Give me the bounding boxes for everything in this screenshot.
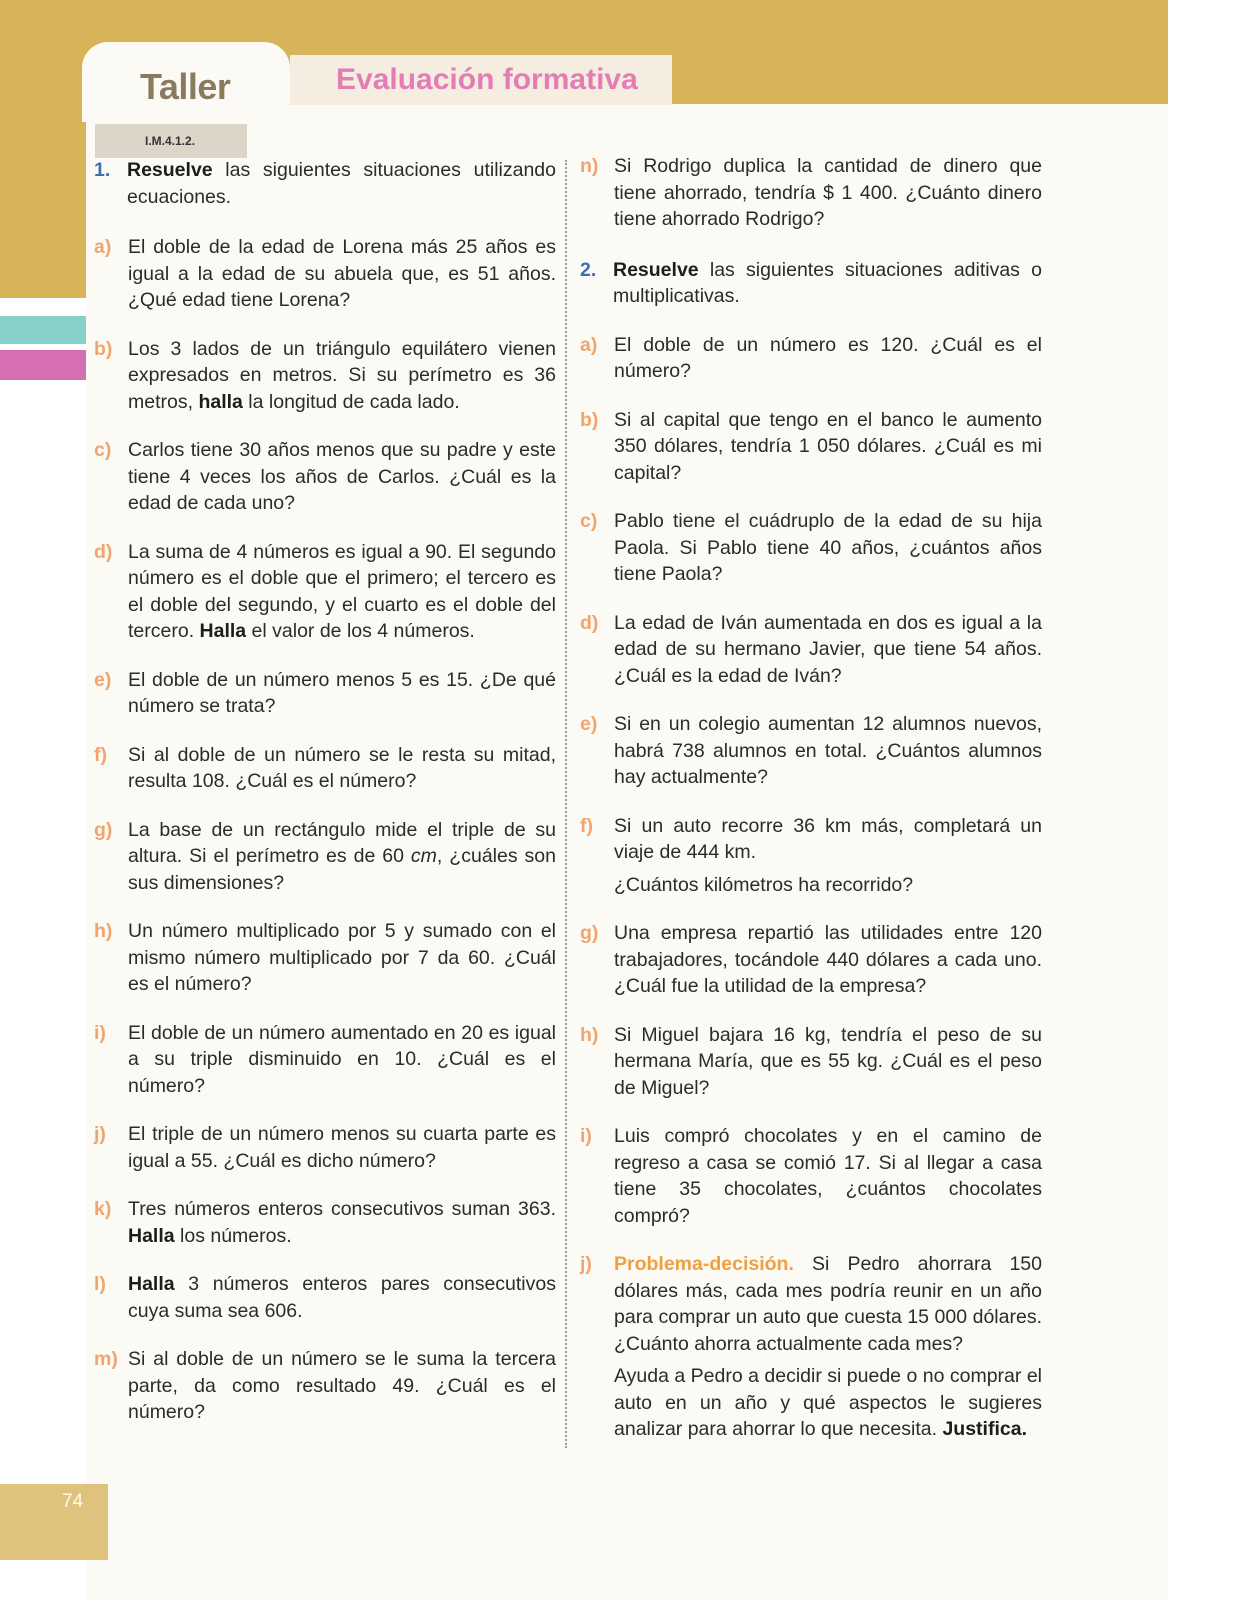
exercise-letter: g)	[94, 818, 113, 841]
subtitle-tab	[290, 55, 672, 105]
exercise-2c	[580, 508, 1042, 588]
skill-code: I.M.4.1.2.	[95, 124, 247, 158]
exercise-text: Si Miguel bajara 16 kg, tendría el peso de su hermana María, que es 55 kg. ¿Cuál es el peso de Miguel?	[614, 1023, 1042, 1099]
exercise-letter: f)	[580, 814, 593, 837]
subtitle-text: Evaluación formativa	[336, 63, 638, 96]
side-strip-pink	[0, 350, 86, 380]
page-number: 74	[62, 1491, 84, 1512]
exercise-letter: k)	[94, 1198, 112, 1220]
exercise-text-end: la longitud de cada lado.	[242, 390, 460, 413]
exercise-text: Si en un colegio aumentan 12 alumnos nuevos, habrá 738 alumnos en total. ¿Cuántos alumnos hay actualmente?	[614, 713, 1042, 788]
page-number-box	[0, 1484, 108, 1560]
exercise-text: Carlos tiene 30 años menos que su padre y este tiene 4 veces los años de Carlos. ¿Cuál es la edad de cada uno?	[128, 439, 556, 514]
exercise-text-end: el valor de los 4 números.	[246, 620, 475, 642]
exercise-text: 3 números enteros pares consecutivos cuya suma sea 606.	[128, 1273, 556, 1322]
exercise-2b	[580, 407, 1042, 487]
exercise-keyword: halla	[198, 390, 243, 413]
exercise-1d	[94, 539, 556, 645]
exercise-1l	[94, 1271, 556, 1324]
exercise-text: Luis compró chocolates y en el camino de regreso a casa se comió 17. Si al llegar a casa tiene 35 chocolates, ¿cuántos chocolates compró?	[614, 1125, 1042, 1227]
exercise-letter: a)	[94, 236, 112, 258]
exercise-letter: h)	[94, 920, 113, 942]
exercise-letter: a)	[580, 333, 598, 356]
exercise-2h	[580, 1022, 1042, 1102]
exercise-text: La suma de 4 números es igual a 90. El segundo número es el doble que el primero; el tercero es el doble del segundo, y el cuarto es el doble del tercero.	[128, 540, 556, 642]
exercise-keyword: Justifica.	[942, 1418, 1027, 1440]
exercise-letter: f)	[94, 743, 107, 766]
exercise-1f	[94, 742, 556, 795]
exercise-prompt: Ayuda a Pedro a decidir si puede o no comprar el auto en un año y qué aspectos le sugieres analizar para ahorrar lo que necesita.	[614, 1365, 1042, 1440]
exercise-2f	[580, 813, 1042, 899]
exercise-2a	[580, 332, 1042, 385]
exercise-1k	[94, 1196, 556, 1249]
exercise-letter: j)	[580, 1253, 592, 1275]
exercise-letter: j)	[94, 1123, 106, 1145]
problem-decision-label: Problema-decisión.	[614, 1253, 794, 1275]
column-divider	[565, 160, 567, 1448]
exercise-keyword: Halla	[199, 620, 247, 642]
question-number: 2.	[580, 258, 597, 281]
exercise-letter: c)	[580, 510, 598, 532]
exercise-2i	[580, 1123, 1042, 1229]
exercise-text: El triple de un número menos su cuarta parte es igual a 55. ¿Cuál es dicho número?	[128, 1123, 556, 1172]
exercise-2g	[580, 920, 1042, 1000]
exercise-letter: b)	[580, 408, 599, 431]
exercise-1n	[580, 153, 1042, 233]
question-verb: Resuelve	[613, 258, 699, 281]
exercise-text: El doble de un número menos 5 es 15. ¿De qué número se trata?	[128, 668, 556, 717]
side-strip-teal	[0, 316, 86, 344]
exercise-letter: m)	[94, 1348, 118, 1370]
section-tab	[82, 42, 290, 122]
exercise-letter: d)	[94, 540, 113, 563]
exercise-letter: b)	[94, 337, 113, 360]
exercise-text: El doble de un número es 120. ¿Cuál es el número?	[614, 333, 1042, 382]
right-column	[580, 153, 1042, 1443]
exercise-text: El doble de la edad de Lorena más 25 años es igual a la edad de su abuela que, es 51 años. ¿Qué edad tiene Lorena?	[128, 236, 556, 311]
question-1-heading	[94, 157, 556, 210]
exercise-text: La edad de Iván aumentada en dos es igual a la edad de su hermano Javier, que tiene 54 años. ¿Cuál es la edad de Iván?	[614, 611, 1042, 687]
exercise-text: Si al doble de un número se le resta su mitad, resulta 108. ¿Cuál es el número?	[128, 743, 556, 792]
exercise-text: Los 3 lados de un triángulo equilátero vienen expresados en metros. Si su perímetro es 36 metros,	[128, 337, 556, 413]
exercise-letter: l)	[94, 1273, 106, 1295]
exercise-text: Tres números enteros consecutivos suman 363.	[128, 1198, 556, 1220]
exercise-1i	[94, 1020, 556, 1100]
exercise-letter: e)	[94, 668, 112, 691]
question-2-heading	[580, 257, 1042, 310]
exercise-text: La base de un rectángulo mide el triple de su altura. Si el perímetro es de 60	[128, 818, 556, 867]
exercise-text: Pablo tiene el cuádruplo de la edad de su hija Paola. Si Pablo tiene 40 años, ¿cuántos años tiene Paola?	[614, 510, 1042, 585]
exercise-text: Si al doble de un número se le suma la tercera parte, da como resultado 49. ¿Cuál es el número?	[128, 1348, 556, 1423]
exercise-letter: n)	[580, 155, 599, 177]
exercise-1m	[94, 1346, 556, 1426]
exercise-text: Si un auto recorre 36 km más, completará un viaje de 444 km.	[614, 814, 1042, 863]
exercise-text: Si Pedro ahorrara 150 dólares más, cada mes podría reunir en un año para comprar un auto que cuesta 15 000 dólares. ¿Cuánto ahorra actualmente cada mes?	[614, 1253, 1042, 1355]
exercise-1b	[94, 336, 556, 416]
exercise-question: ¿Cuántos kilómetros ha recorrido?	[614, 873, 914, 896]
exercise-2e	[580, 711, 1042, 791]
exercise-text: Si Rodrigo duplica la cantidad de dinero que tiene ahorrado, tendría $ 1 400. ¿Cuánto dinero tiene ahorrado Rodrigo?	[614, 155, 1042, 230]
exercise-letter: g)	[580, 922, 599, 944]
exercise-letter: e)	[580, 713, 598, 735]
exercise-keyword: Halla	[128, 1224, 175, 1247]
exercise-1g	[94, 817, 556, 897]
question-text: las siguientes situaciones utilizando ecuaciones.	[127, 159, 556, 208]
exercise-letter: i)	[94, 1021, 106, 1044]
side-band	[0, 0, 86, 298]
exercise-2j	[580, 1251, 1042, 1443]
left-column	[94, 157, 556, 1426]
exercise-letter: c)	[94, 439, 112, 461]
exercise-1a	[94, 234, 556, 314]
question-verb: Resuelve	[127, 159, 213, 181]
exercise-unit: cm	[410, 845, 437, 867]
exercise-text: Un número multiplicado por 5 y sumado con el mismo número multiplicado por 7 da 60. ¿Cuál es el número?	[128, 920, 556, 995]
section-tab-title: Taller	[140, 66, 231, 107]
exercise-text: Una empresa repartió las utilidades entre 120 trabajadores, tocándole 440 dólares a cada uno. ¿Cuál fue la utilidad de la empresa?	[614, 922, 1042, 997]
exercise-1e	[94, 667, 556, 720]
exercise-2d	[580, 610, 1042, 690]
exercise-text-end: los números.	[174, 1224, 292, 1247]
exercise-keyword: Halla	[128, 1273, 175, 1295]
exercise-1c	[94, 437, 556, 517]
exercise-1h	[94, 918, 556, 998]
exercise-text-end: , ¿cuáles son sus dimensiones?	[128, 845, 556, 894]
exercise-text: El doble de un número aumentado en 20 es igual a su triple disminuido en 10. ¿Cuál es el número?	[128, 1021, 556, 1097]
exercise-letter: i)	[580, 1125, 592, 1147]
exercise-letter: h)	[580, 1023, 599, 1046]
question-number: 1.	[94, 159, 111, 181]
question-text: las siguientes situaciones aditivas o multiplicativas.	[613, 258, 1042, 307]
exercise-letter: d)	[580, 611, 599, 634]
exercise-text: Si al capital que tengo en el banco le aumento 350 dólares, tendría 1 050 dólares. ¿Cuál es mi capital?	[614, 408, 1042, 484]
exercise-1j	[94, 1121, 556, 1174]
